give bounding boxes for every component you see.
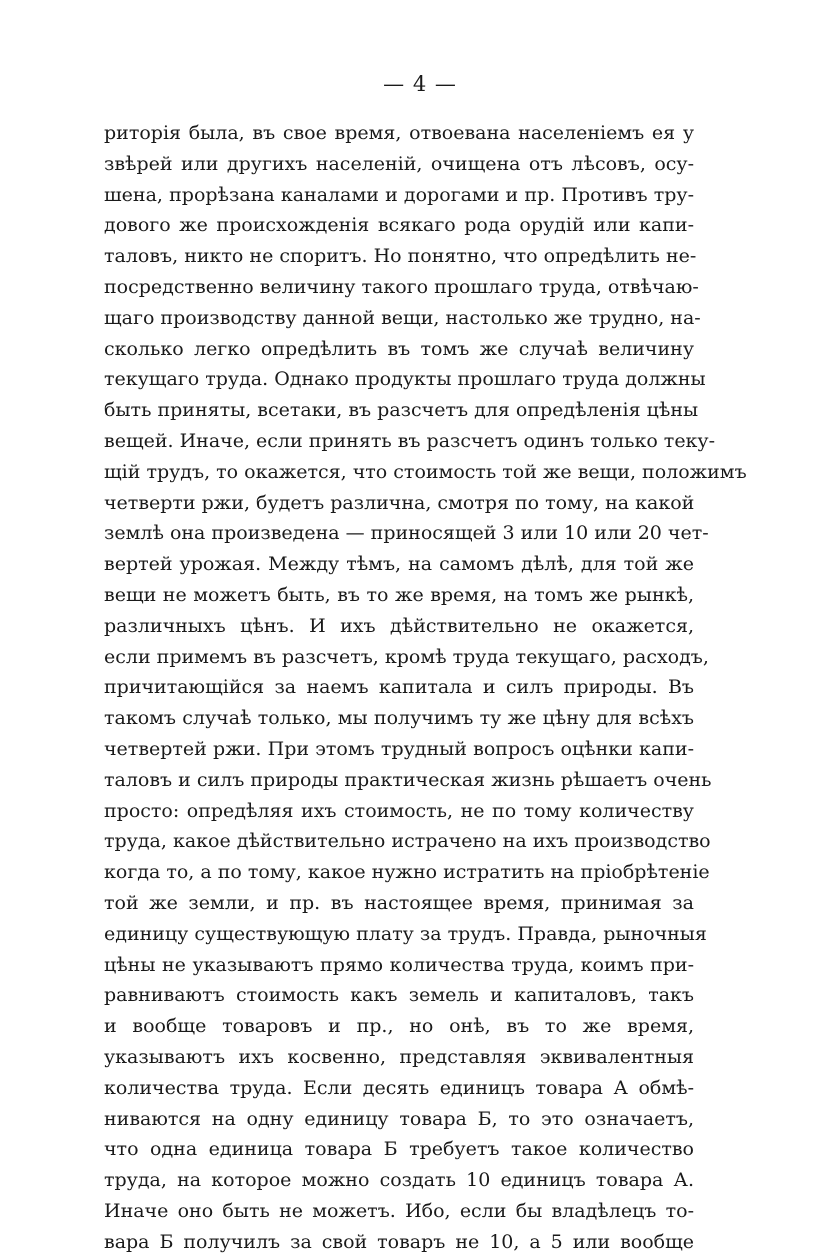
text-line: различныхъ цѣнъ. И ихъ дѣйствительно не окажется, [104,614,694,637]
text-line: таловъ, никто не споритъ. Но понятно, что опредѣлить не- [104,245,697,268]
text-line: указываютъ ихъ косвенно, представляя эквивалентныя [104,1045,694,1068]
text-line: риторія была, въ свое время, отвоевана населеніемъ ея у [104,122,694,144]
text-line: посредственно величину такого прошлаго труда, отвѣчаю- [104,275,699,298]
text-line: четвертей ржи. При этомъ трудный вопросъ оцѣнки капи- [104,737,694,760]
text-line: щаго производству данной вещи, настолько же трудно, на- [104,306,701,329]
text-line: текущаго труда. Однако продукты прошлаго труда должны [104,368,706,391]
text-line: звѣрей или другихъ населеній, очищена отъ лѣсовъ, осу- [104,152,694,175]
text-line: цѣны не указываютъ прямо количества труда, коимъ при- [104,953,694,976]
text-line: вещей. Иначе, если принять въ разсчетъ одинъ только теку- [104,429,716,452]
text-line: сколько легко опредѣлить въ томъ же случаѣ величину [104,337,694,360]
text-line: Иначе оно быть не можетъ. Ибо, если бы владѣлецъ то- [104,1199,694,1222]
text-line: что одна единица товара Б требуетъ такое количество [104,1138,694,1161]
text-line: такомъ случаѣ только, мы получимъ ту же цѣну для всѣхъ [104,707,694,730]
text-line: вара Б получилъ за свой товаръ не 10, а 5 или вообще [104,1230,694,1253]
text-line: землѣ она произведена — приносящей 3 или 10 или 20 чет- [104,522,709,545]
text-line: равниваютъ стоимость какъ земель и капиталовъ, такъ [104,984,694,1007]
text-line: причитающійся за наемъ капитала и силъ природы. Въ [104,676,694,699]
text-line: просто: опредѣляя ихъ стоимость, не по тому количеству [104,799,694,822]
body-text [104,118,747,1257]
text-line: ниваются на одну единицу товара Б, то это означаетъ, [104,1107,694,1130]
text-line: щій трудъ, то окажется, что стоимость той же вещи, положимъ [104,460,747,483]
text-line: таловъ и силъ природы практическая жизнь рѣшаетъ очень [104,768,712,791]
text-line: и вообще товаровъ и пр., но онѣ, въ то же время, [104,1015,694,1038]
text-line: когда то, а по тому, какое нужно истратить на пріобрѣтеніе [104,861,710,884]
text-line: вертей урожая. Между тѣмъ, на самомъ дѣлѣ, для той же [104,553,694,576]
text-line: шена, прорѣзана каналами и дорогами и пр. Противъ тру- [104,183,694,206]
text-line: количества труда. Если десять единицъ товара А обмѣ- [104,1076,694,1099]
text-line: труда, какое дѣйствительно истрачено на ихъ производство [104,830,711,853]
text-line: быть приняты, всетаки, въ разсчетъ для опредѣленія цѣны [104,399,699,422]
text-line: той же земли, и пр. въ настоящее время, принимая за [104,891,694,914]
page-number: — 4 — [383,72,457,96]
text-line: дового же происхожденія всякаго рода орудій или капи- [104,214,694,237]
text-line: четверти ржи, будетъ различна, смотря по тому, на какой [104,491,695,514]
text-line: труда, на которое можно создать 10 единицъ товара А. [104,1169,694,1192]
text-line: единицу существующую плату за трудъ. Правда, рыночныя [104,922,707,945]
text-line: вещи не можетъ быть, въ то же время, на томъ же рынкѣ, [104,583,694,606]
text-line: если примемъ въ разсчетъ, кромѣ труда текущаго, расходъ, [104,645,709,668]
